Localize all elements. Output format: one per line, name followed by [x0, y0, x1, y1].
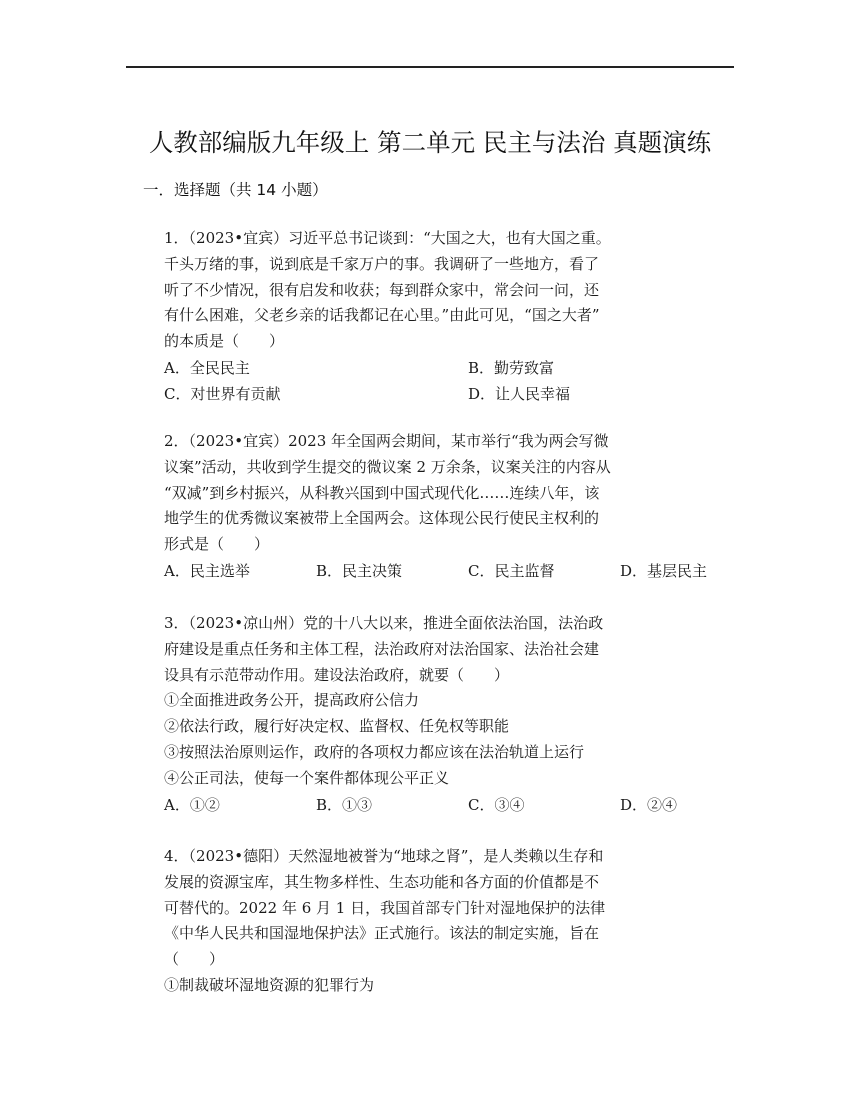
- option-b[interactable]: B．勤劳致富: [468, 358, 555, 377]
- option-d[interactable]: D．让人民幸福: [468, 384, 571, 403]
- option-a[interactable]: A．民主选举: [164, 561, 250, 580]
- question-3: [164, 611, 724, 818]
- statement-line: ②依法行政，履行好决定权、监督权、任免权等职能: [164, 717, 510, 736]
- header-rule: [126, 66, 734, 68]
- question-text-line: 可替代的。2022 年 6 月 1 日，我国首部专门针对湿地保护的法律: [164, 898, 606, 917]
- option-a[interactable]: A．全民民主: [164, 358, 250, 377]
- option-b[interactable]: B．①③: [316, 795, 373, 814]
- statement-line: ①制裁破坏湿地资源的犯罪行为: [164, 975, 375, 994]
- document-title: 人教部编版九年级上 第二单元 民主与法治 真题演练: [148, 128, 712, 157]
- question-2: [164, 429, 724, 584]
- question-text-line: 的本质是（ ）: [164, 332, 285, 351]
- option-c[interactable]: C．民主监督: [468, 561, 555, 580]
- question-text-line: “双减”到乡村振兴，从科教兴国到中国式现代化……连续八年，该: [164, 483, 600, 502]
- question-text-line: （ ）: [164, 950, 225, 969]
- statement-line: ④公正司法，使每一个案件都体现公平正义: [164, 768, 450, 787]
- question-text-line: 地学生的优秀微议案被带上全国两会。这体现公民行使民主权利的: [164, 509, 600, 528]
- option-a[interactable]: A．①②: [164, 795, 220, 814]
- option-row: [164, 381, 724, 407]
- option-row: [164, 355, 724, 381]
- question-text-line: 发展的资源宝库，其生物多样性、生态功能和各方面的价值都是不: [164, 872, 600, 891]
- section-heading: 一．选择题（共 14 小题）: [143, 181, 328, 199]
- option-b[interactable]: B．民主决策: [316, 561, 403, 580]
- question-text-line: 2．（2023•宜宾）2023 年全国两会期间，某市举行“我为两会写微: [164, 432, 609, 450]
- option-c[interactable]: C．③④: [468, 795, 525, 814]
- option-row: [164, 558, 724, 584]
- question-text-line: 形式是（ ）: [164, 535, 270, 554]
- question-1: [164, 226, 724, 407]
- option-c[interactable]: C．对世界有贡献: [164, 384, 281, 403]
- question-text-line: 有什么困难，父老乡亲的话我都记在心里。”由此可见，“国之大者”: [164, 306, 600, 325]
- question-text-line: 4．（2023•德阳）天然湿地被誉为“地球之肾”，是人类赖以生存和: [164, 847, 604, 865]
- question-4: [164, 844, 724, 999]
- question-text-line: 3．（2023•凉山州）党的十八大以来，推进全面依法治国，法治政: [164, 614, 604, 632]
- option-d[interactable]: D．基层民主: [620, 561, 708, 580]
- question-text-line: 听了不少情况，很有启发和收获；每到群众家中，常会问一问，还: [164, 280, 600, 299]
- question-text-line: 1．（2023•宜宾）习近平总书记谈到：“大国之大，也有大国之重。: [164, 229, 611, 247]
- statement-line: ③按照法治原则运作，政府的各项权力都应该在法治轨道上运行: [164, 742, 585, 761]
- question-text-line: 议案”活动，共收到学生提交的微议案 2 万余条，议案关注的内容从: [164, 457, 611, 476]
- statement-line: ①全面推进政务公开，提高政府公信力: [164, 691, 420, 710]
- option-row: [164, 792, 724, 818]
- question-text-line: 《中华人民共和国湿地保护法》正式施行。该法的制定实施，旨在: [164, 924, 600, 943]
- question-text-line: 设具有示范带动作用。建设法治政府，就要（ ）: [164, 665, 510, 684]
- question-text-line: 府建设是重点任务和主体工程，法治政府对法治国家、法治社会建: [164, 639, 600, 658]
- option-d[interactable]: D．②④: [620, 795, 678, 814]
- question-text-line: 千头万绪的事，说到底是千家万户的事。我调研了一些地方，看了: [164, 254, 600, 273]
